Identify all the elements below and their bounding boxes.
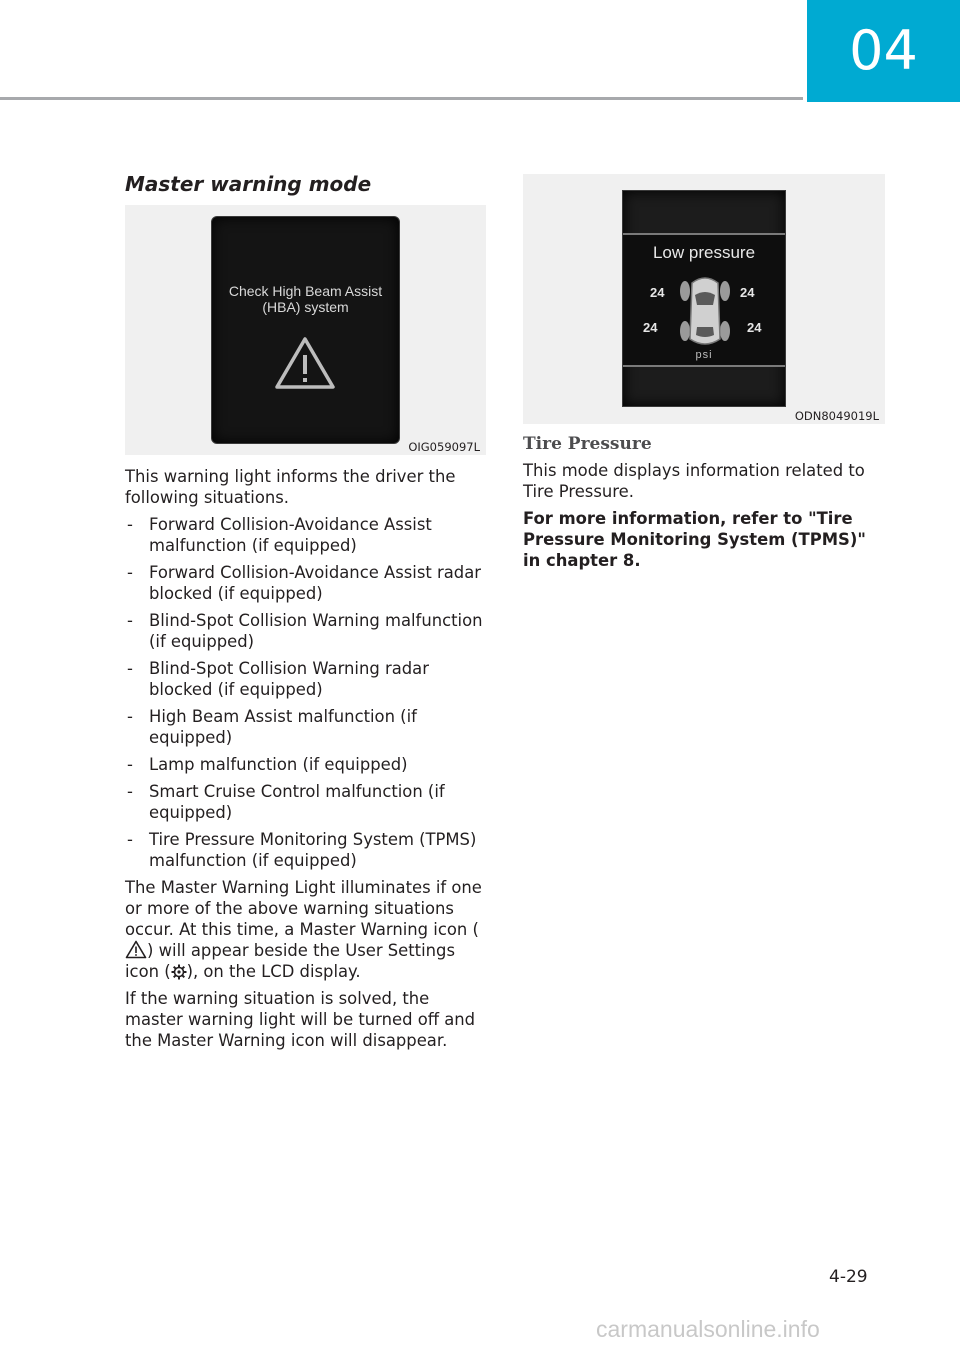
intro-paragraph: This warning light informs the driver the following situations.: [125, 467, 456, 507]
header-rule: [0, 97, 803, 100]
list-item: - Blind-Spot Collision Warning radar blocked (if equipped): [127, 659, 429, 699]
watermark: carmanualsonline.info: [596, 1316, 820, 1342]
tpms-reference-note: For more information, refer to "Tire Pressure Monitoring System (TPMS)" in chapter 8.: [523, 509, 866, 570]
master-warning-paragraph: The Master Warning Light illuminates if one or more of the above warning situations occur. At this time, a Master Warning icon () will appear beside the User Settings icon ( ), on the LCD display.: [125, 878, 482, 981]
master-warning-icon: [125, 940, 147, 959]
gear-icon: [171, 964, 187, 980]
figure-hba-warning: [125, 205, 486, 455]
tire-rear-right-value: 24: [747, 320, 762, 335]
tire-front-left-value: 24: [650, 285, 665, 300]
pressure-unit: psi: [695, 349, 713, 361]
lcd-display: [622, 190, 786, 407]
page-number: 4-29: [829, 1267, 868, 1287]
tire-rear-left-value: 24: [643, 320, 658, 335]
divider-line: [623, 365, 785, 367]
figure-code: OIG059097L: [408, 440, 480, 454]
list-item: - Forward Collision-Avoidance Assist malfunction (if equipped): [127, 515, 432, 555]
resolved-paragraph: If the warning situation is solved, the master warning light will be turned off and the Master Warning icon will disappear.: [125, 989, 476, 1050]
warning-triangle-icon: [273, 335, 337, 391]
tire-pressure-paragraph: This mode displays information related to Tire Pressure.: [523, 461, 865, 501]
right-column-text: [523, 434, 888, 577]
lcd-display: [211, 216, 400, 444]
figure-tire-pressure: [523, 174, 885, 424]
list-item: - Lamp malfunction (if equipped): [127, 755, 408, 774]
warning-situations-list: [125, 514, 485, 871]
tire-pressure-heading: Tire Pressure: [523, 434, 652, 454]
section-title: Master warning mode: [125, 172, 372, 196]
list-item: - High Beam Assist malfunction (if equipped): [127, 707, 417, 747]
chapter-tab: 04: [807, 0, 960, 102]
figure-code: ODN8049019L: [794, 409, 879, 423]
low-pressure-heading: Low pressure: [652, 243, 756, 262]
lcd-message-line1: Check High Beam Assist: [228, 283, 383, 299]
list-item: - Smart Cruise Control malfunction (if equipped): [127, 782, 445, 822]
left-column-text: [125, 466, 485, 1057]
list-item: - Tire Pressure Monitoring System (TPMS) malfunction (if equipped): [127, 830, 477, 870]
list-item: - Blind-Spot Collision Warning malfunction (if equipped): [127, 611, 483, 651]
list-item: - Forward Collision-Avoidance Assist radar blocked (if equipped): [127, 563, 481, 603]
lcd-message-line2: (HBA) system: [262, 299, 349, 315]
tire-front-right-value: 24: [740, 285, 755, 300]
car-top-view-icon: [676, 273, 734, 353]
